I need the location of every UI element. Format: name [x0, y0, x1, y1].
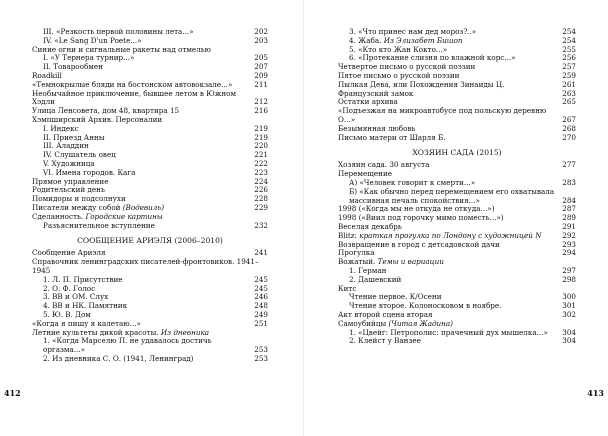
toc-entry-page: 265: [562, 97, 576, 107]
toc-entry-title-text: Летние культеты дикой красоты.: [32, 327, 159, 337]
toc-entry-title-text: Сообщение Ариэля: [32, 248, 106, 258]
toc-entry-page: 241: [254, 248, 268, 258]
left-page-number: 412: [4, 388, 21, 398]
toc-entry-title-text: 1998 («Когда мы не откуда не откуда...»): [338, 204, 495, 214]
toc-entry-page: 203: [254, 35, 268, 45]
toc-entry-title: [338, 276, 562, 285]
toc-entry-page: 221: [254, 150, 268, 160]
toc-entry-page: 226: [254, 185, 268, 195]
toc-entry-title-text: 1. «Цвейг: Петрополис: прачечный дух мышелка...»: [349, 327, 548, 337]
toc-entry-page: 219: [254, 132, 268, 142]
toc-entry-page: 253: [254, 353, 268, 363]
toc-entry-page: 205: [254, 53, 268, 63]
toc-entry-page: 287: [562, 204, 576, 214]
toc-entry-title: [32, 90, 254, 108]
section-heading: ХОЗЯИН САДА (2015): [412, 148, 502, 158]
toc-entry-page: 219: [254, 123, 268, 133]
toc-entry-title-text: Хозяин сада. 30 августа: [338, 160, 430, 170]
toc-entry-title-text: V. Художница: [43, 158, 95, 168]
toc-entry-page: 268: [562, 123, 576, 133]
toc-entry: [338, 337, 576, 346]
toc-entry-title-text: 1998 («Виил под горочку мимо поместь...»): [338, 213, 504, 223]
toc-entry-page: 298: [562, 274, 576, 284]
toc-entry-title-text: Французский замок: [338, 88, 414, 98]
toc-entry-page: 211: [254, 79, 268, 89]
toc-entry-page: 216: [254, 106, 268, 116]
toc-entry-subtitle: Из Элизабет Бишоп: [383, 35, 463, 45]
toc-entry-page: 267: [562, 114, 576, 124]
toc-entry-page: 302: [562, 309, 576, 319]
toc-entry: [32, 355, 268, 364]
toc-entry-title-text: Веселая декабрь: [338, 221, 402, 231]
toc-entry-page: 202: [254, 27, 268, 36]
toc-entry-title-text: I. «У Тернера турнир...»: [43, 53, 135, 63]
toc-entry-page: 245: [254, 283, 268, 293]
toc-entry-title-text: 1. Л. П. Присутствие: [43, 274, 123, 284]
toc-entry-page: 292: [562, 230, 576, 240]
toc-entry-subtitle: краткая прогулка по Лондону с художницей N: [359, 230, 542, 240]
toc-entry-page: 301: [562, 301, 576, 311]
toc-entry-page: 223: [254, 167, 268, 177]
toc-entry-subtitle: (Читая Жадина): [388, 318, 453, 328]
toc-entry: [338, 188, 576, 206]
toc-entry-page: 294: [562, 248, 576, 258]
toc-entry-title-text: Пылкая Дева, или Похождения Зинаиды Ц.: [338, 79, 505, 89]
toc-entry-page: 297: [562, 265, 576, 275]
toc-entry-title-text: Четвертое письмо о русской поэзии: [338, 62, 476, 72]
toc-entry-page: 228: [254, 194, 268, 204]
toc-entry-title-text: 2. Дашевский: [349, 274, 402, 284]
toc-entry-title: [32, 63, 254, 72]
toc-entry-page: 222: [254, 158, 268, 168]
toc-entry-title-text: «Когда я пишу я калетаю...»: [32, 318, 141, 328]
toc-entry-title-text: 5. «Кто кто Жан Кокто...»: [349, 44, 448, 54]
toc-entry-title: [32, 355, 254, 364]
toc-entry-title-text: III. «Резкость первой половины лета...»: [43, 27, 194, 36]
toc-entry-page: 212: [254, 97, 268, 107]
toc-entry-page: 270: [562, 132, 576, 142]
toc-entry-page: 224: [254, 176, 268, 186]
toc-entry-title-text: Перемещение: [338, 169, 392, 179]
toc-entry-title-text: 2. Клейст у Ванзее: [349, 336, 421, 346]
toc-entry-page: 289: [562, 213, 576, 223]
toc-entry-title-text: Возвращение в город с детсадовской дачи: [338, 239, 500, 249]
toc-entry-page: 248: [254, 301, 268, 311]
toc-entry-title-text: Пятое письмо о русской поэзии: [338, 70, 460, 80]
toc-entry-title: [32, 222, 254, 231]
toc-entry-title-text: IV. «Le Sang D'un Poete...»: [43, 35, 142, 45]
toc-entry-title: [338, 337, 562, 346]
right-page-number: 413: [587, 388, 604, 398]
toc-entry-page: 261: [562, 79, 576, 89]
toc-entry: [338, 134, 576, 143]
toc-entry-page: 259: [562, 70, 576, 80]
toc-entry-title-text: Б) «Как обычно перед перемещением его охватывала массивная печаль спокойствия...»: [349, 186, 555, 205]
toc-entry-title-text: 1. Герман: [349, 265, 387, 275]
toc-entry-subtitle: Темы и вариации: [377, 257, 444, 267]
toc-entry-title-text: 2. О. Ф. Голос: [43, 283, 96, 293]
toc-entry-title-text: «Темнокрылые бляди на бостонском автовокзале...»: [32, 79, 233, 89]
toc-entry-title-text: Акт второй сцена вторая: [338, 309, 433, 319]
toc-entry-title-text: 4. ВВ и НК. Памятник: [43, 301, 128, 311]
toc-entry-page: 229: [254, 202, 268, 212]
toc-entry-page: 283: [562, 177, 576, 187]
toc-entry-title-text: Помидоры и подсолнухи: [32, 194, 126, 204]
toc-entry-title-text: II. Приезд Анны: [43, 132, 105, 142]
toc-entry-title-text: Разъяснительное вступление: [43, 220, 155, 230]
left-page: [32, 28, 268, 364]
toc-entry-title-text: 4. Жаба.: [349, 35, 382, 45]
toc-entry-title-text: Писатели между собой: [32, 202, 121, 212]
toc-entry-title-text: Вожатый.: [338, 257, 376, 267]
toc-entry-title-text: Самоубийцы: [338, 318, 387, 328]
toc-entry: [338, 276, 576, 285]
toc-entry-title-text: Хэмпширский Архив. Персоналии: [32, 114, 163, 124]
toc-entry-title-text: Чтение второе. Колоносковом в ноябре.: [349, 301, 502, 311]
toc-entry-page: 291: [562, 221, 576, 231]
right-page: [338, 28, 576, 346]
toc-entry-title-text: Blitz:: [338, 230, 357, 240]
toc-entry-page: 256: [562, 53, 576, 63]
toc-entry-page: 251: [254, 318, 268, 328]
toc-entry-page: 255: [562, 44, 576, 54]
toc-entry-title-text: IV. Слушатель овец: [43, 150, 116, 160]
toc-entry-title-text: Необычайное приключение, бывшее летом в Южном Хэдли: [32, 88, 237, 107]
toc-entry-title-text: Родительский день: [32, 185, 105, 195]
toc-entry-page: 284: [562, 195, 576, 205]
toc-entry-title-text: Остатки архива: [338, 97, 398, 107]
page-gutter: [303, 0, 304, 436]
toc-entry-title-text: II. Товарообмен: [43, 62, 103, 72]
toc-entry-page: 293: [562, 239, 576, 249]
toc-entry-subtitle: (Водевиль): [122, 202, 165, 212]
toc-entry: [338, 107, 576, 125]
toc-entry-title-text: Прямое управление: [32, 176, 109, 186]
toc-entry-title-text: Письмо матери от Шарля Б.: [338, 132, 446, 142]
toc-entry-page: 245: [254, 274, 268, 284]
toc-entry-page: 207: [254, 62, 268, 72]
toc-entry-title-text: «Подъезжая на микроавтобусе под польскую деревню О...»: [338, 106, 547, 124]
toc-entry-page: 246: [254, 292, 268, 302]
toc-entry: [32, 63, 268, 72]
toc-entry-title-text: Синие огни и сигнальные ракеты над отмелью: [32, 44, 211, 54]
toc-entry-title-text: VI. Имена городов. Кага: [43, 167, 136, 177]
toc-entry-title-text: 3. ВВ и ОМ. Слух: [43, 292, 109, 302]
toc-entry-page: 253: [254, 345, 268, 355]
toc-entry-page: 300: [562, 292, 576, 302]
toc-entry-title: [32, 258, 268, 276]
toc-entry-page: 257: [562, 62, 576, 72]
toc-entry-title: [32, 337, 254, 355]
toc-entry-title-text: 5. Ю. В. Дом: [43, 309, 91, 319]
toc-entry-subtitle: Из дневника: [160, 327, 210, 337]
toc-entry-page: 304: [562, 336, 576, 346]
toc-entry-page: 304: [562, 327, 576, 337]
toc-entry-page: 249: [254, 309, 268, 319]
toc-entry-title-text: Китс: [338, 283, 357, 293]
toc-entry-title-text: А) «Человек говорит к смерти...»: [349, 177, 476, 187]
toc-entry-page: 254: [562, 35, 576, 45]
toc-entry-title-text: Безымянная любовь: [338, 123, 416, 133]
toc-entry-title: [338, 134, 562, 143]
toc-entry: [32, 337, 268, 355]
toc-entry-title-text: Справочник ленинградских писателей-фронтовиков. 1941–1945: [32, 257, 259, 275]
toc-entry-title-text: 1. «Когда Марселю П. не удавалось достичь оргазма...»: [43, 336, 212, 355]
section-heading: СООБЩЕНИЕ АРИЭЛЯ (2006–2010): [77, 236, 223, 246]
toc-entry-title-text: 3. «Что принес нам дед мороз?..»: [349, 27, 477, 36]
toc-entry-title-text: Прогулка: [338, 248, 375, 258]
toc-entry-page: 263: [562, 88, 576, 98]
toc-entry-title-text: 6. «Протекание слизня по влажной корс...»: [349, 53, 516, 63]
toc-entry-title: [338, 188, 562, 206]
toc-entry-title-text: I. Индекс: [43, 123, 79, 133]
toc-entry-title-text: Roadkill: [32, 70, 62, 80]
toc-entry-page: 232: [254, 220, 268, 230]
toc-entry-title-text: III. Аладдин: [43, 141, 89, 151]
toc-entry: [32, 90, 268, 108]
toc-entry: [32, 222, 268, 231]
toc-entry-subtitle: Городские картины: [85, 211, 163, 221]
toc-entry-title-text: Чтение первое. К/Осени: [349, 292, 442, 302]
toc-entry-page: 220: [254, 141, 268, 151]
toc-entry-title-text: 2. Из дневника С. О. (1941, Ленинград): [43, 353, 194, 363]
toc-entry-title: [338, 107, 562, 125]
toc-entry-title-text: Сделанность.: [32, 211, 84, 221]
toc-entry-page: 254: [562, 27, 576, 36]
toc-entry-page: 277: [562, 160, 576, 170]
toc-entry-title-text: Улица Ленсовета, дом 48, квартира 15: [32, 106, 180, 116]
toc-entry-page: 209: [254, 70, 268, 80]
toc-entry: [32, 258, 268, 276]
